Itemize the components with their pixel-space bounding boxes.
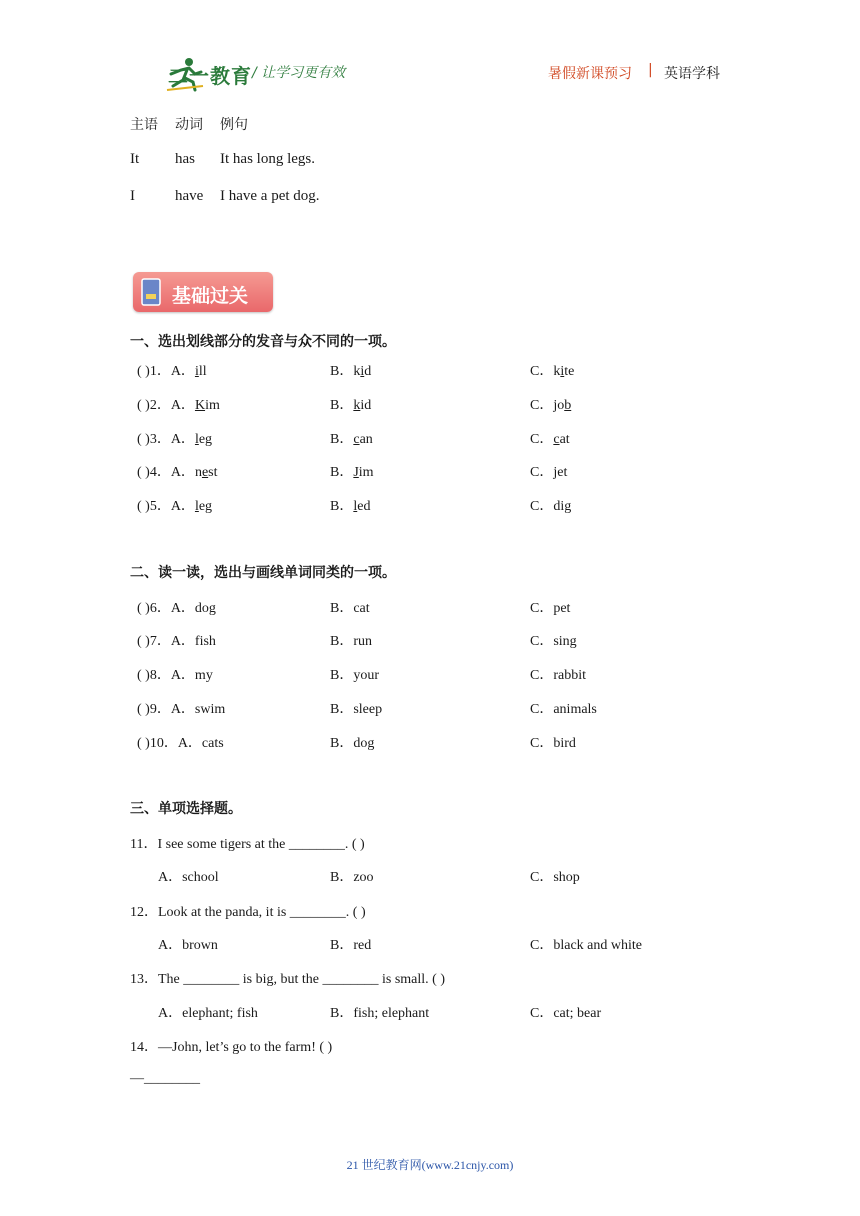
option-a: A．school: [158, 870, 219, 885]
option-c: C．: [530, 465, 554, 480]
underlined-letter: l: [353, 499, 358, 514]
option-c: C．pet: [530, 601, 571, 616]
book-icon: [141, 278, 161, 306]
option-a: eg: [198, 499, 213, 514]
underlined-letter: l: [194, 499, 199, 514]
option-b: B．red: [330, 938, 372, 953]
option-b: B．sleep: [330, 702, 383, 717]
option-c: C．sing: [530, 634, 577, 649]
underlined-letter: J: [353, 465, 359, 480]
item-number: ( )1．A．: [137, 364, 195, 379]
option-c: C．cat; bear: [530, 1006, 602, 1021]
option-b: B．zoo: [330, 870, 374, 885]
table-cell: I have a pet dog.: [220, 188, 320, 204]
option-a: eg: [198, 432, 213, 447]
header-separator: |: [648, 62, 653, 78]
question-text: 13．The ________ is big, but the ________ is small. ( ): [130, 972, 445, 987]
option-b: B．: [330, 465, 354, 480]
underlined-letter: l: [194, 432, 199, 447]
option-b: B．run: [330, 634, 372, 649]
answer-blank: —________: [130, 1071, 200, 1086]
section2-title: 二、读一读，选出与画线单词同类的一项。: [130, 565, 396, 581]
underlined-letter: i: [560, 364, 565, 379]
option-c: C．rabbit: [530, 668, 586, 683]
option-c: et: [557, 465, 568, 480]
option-b: B．: [330, 499, 354, 514]
option-b: B．cat: [330, 601, 370, 616]
option-b: d: [364, 364, 372, 379]
option-b: B．fish; elephant: [330, 1006, 430, 1021]
option-c: C．black and white: [530, 938, 642, 953]
badge-label: 基础过关: [172, 285, 249, 307]
underlined-letter: j: [553, 465, 558, 480]
logo-text: 二一教育: [168, 64, 252, 88]
item-option-a: ( )8．A．my: [137, 668, 213, 683]
option-c: C．animals: [530, 702, 597, 717]
underlined-letter: g: [564, 499, 572, 514]
table-cell: has: [175, 151, 195, 167]
option-a: A．brown: [158, 938, 218, 953]
item-number: ( )5．A．: [137, 499, 195, 514]
option-a: im: [205, 398, 220, 413]
option-b: B．: [330, 432, 354, 447]
option-b: B．k: [330, 364, 361, 379]
option-c: C．bird: [530, 736, 576, 751]
item-option-a: ( )10．A．cats: [137, 736, 224, 751]
option-c: C．jo: [530, 398, 565, 413]
subject-label: 英语学科: [664, 66, 720, 82]
item-option-a: ( )9．A．swim: [137, 702, 226, 717]
item-number: ( )4．A．: [137, 465, 195, 480]
footer-source: 21 世纪教育网(www.21cnjy.com): [346, 1158, 514, 1172]
option-b: an: [359, 432, 373, 447]
underlined-letter: K: [194, 398, 206, 413]
option-b: id: [360, 398, 372, 413]
question-text: 14．—John, let’s go to the farm! ( ): [130, 1040, 333, 1055]
option-a: ll: [198, 364, 207, 379]
option-b: B．dog: [330, 736, 375, 751]
item-option-a: ( )6．A．dog: [137, 601, 216, 616]
course-label: 暑假新课预习: [548, 66, 632, 82]
option-c: C．: [530, 432, 554, 447]
underlined-letter: i: [360, 364, 365, 379]
option-b: B．your: [330, 668, 379, 683]
section1-title: 一、选出划线部分的发音与众不同的一项。: [130, 334, 396, 350]
option-a: A．elephant; fish: [158, 1006, 258, 1021]
item-number: ( )2．A．: [137, 398, 195, 413]
table-header-verb: 动词: [175, 117, 203, 133]
underlined-letter: i: [194, 364, 199, 379]
item-number: ( )3．A．: [137, 432, 195, 447]
table-cell: It has long legs.: [220, 151, 315, 167]
option-a: n: [194, 465, 202, 480]
underlined-letter: e: [201, 465, 209, 480]
question-text: 11．I see some tigers at the ________. ( ): [130, 837, 365, 852]
option-c: te: [564, 364, 575, 379]
table-cell: I: [130, 188, 135, 204]
table-header-subject: 主语: [130, 117, 158, 133]
underlined-letter: c: [353, 432, 360, 447]
question-text: 12．Look at the panda, it is ________. ( ): [130, 905, 366, 920]
underlined-letter: c: [553, 432, 560, 447]
option-b: B．: [330, 398, 354, 413]
underlined-letter: k: [353, 398, 361, 413]
option-c: C．k: [530, 364, 561, 379]
table-cell: It: [130, 151, 140, 167]
option-a: st: [208, 465, 218, 480]
option-b: im: [358, 465, 374, 480]
table-cell: have: [175, 188, 204, 204]
underlined-letter: b: [564, 398, 572, 413]
section3-title: 三、单项选择题。: [130, 801, 242, 817]
option-c: C．di: [530, 499, 565, 514]
slogan: / 让学习更有效: [252, 65, 346, 81]
option-c: at: [559, 432, 570, 447]
table-header-example: 例句: [220, 117, 248, 133]
option-b: ed: [357, 499, 371, 514]
option-c: C．shop: [530, 870, 580, 885]
item-option-a: ( )7．A．fish: [137, 634, 216, 649]
